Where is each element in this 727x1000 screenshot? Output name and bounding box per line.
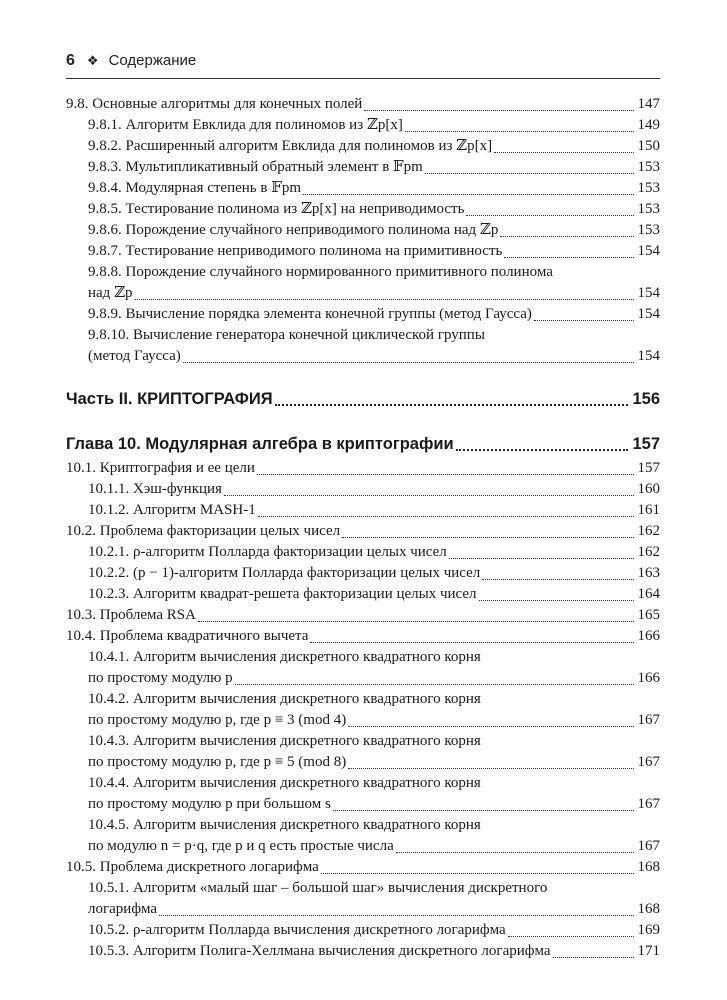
toc-entry-page: 166	[637, 670, 660, 686]
chapter-page: 157	[632, 435, 660, 453]
toc-entry-title: 10.1. Криптография и ее цели	[66, 460, 255, 476]
toc-entry[interactable]	[66, 605, 660, 626]
toc-entry-page: 162	[637, 523, 660, 539]
toc-entry[interactable]	[66, 458, 660, 479]
toc-entry-page: 167	[637, 796, 660, 812]
toc-entry[interactable]	[66, 815, 660, 857]
toc-entry-title: 9.8.3. Мультипликативный обратный элемент в 𝔽pm	[88, 159, 423, 175]
table-of-contents	[66, 94, 660, 962]
dot-leader	[310, 641, 633, 643]
dot-leader	[364, 109, 633, 111]
toc-entry[interactable]	[66, 563, 660, 584]
toc-entry[interactable]	[66, 647, 660, 689]
toc-entry-title-continued: над ℤp	[88, 285, 133, 301]
toc-part-heading[interactable]	[66, 387, 660, 411]
dot-leader	[224, 494, 634, 496]
toc-entry-page: 167	[637, 712, 660, 728]
toc-entry-title: 10.4.1. Алгоритм вычисления дискретного квадратного корня	[88, 649, 481, 665]
toc-entry-page: 153	[637, 222, 660, 238]
toc-entry-page: 166	[637, 628, 660, 644]
toc-entry-page: 154	[637, 285, 660, 301]
dot-leader	[494, 151, 633, 153]
toc-entry-title-continued: по простому модулю p при большом s	[88, 796, 331, 812]
toc-entry-title: 9.8.10. Вычисление генератора конечной циклической группы	[88, 327, 485, 343]
toc-entry-page: 164	[637, 586, 660, 602]
toc-entry[interactable]	[66, 584, 660, 605]
toc-entry-title: 9.8.8. Порождение случайного нормированного примитивного полинома	[88, 264, 553, 280]
section-title: Содержание	[108, 52, 197, 69]
toc-entry-title: 9.8.9. Вычисление порядка элемента конечной группы (метод Гаусса)	[88, 306, 532, 322]
toc-entry-title: 10.3. Проблема RSA	[66, 607, 196, 623]
toc-entry-page: 153	[637, 180, 660, 196]
dot-leader	[479, 599, 634, 601]
dot-leader	[456, 448, 629, 451]
toc-entry-page: 163	[637, 565, 660, 581]
dot-leader	[482, 578, 633, 580]
dot-leader	[348, 725, 633, 727]
toc-group-chapter-10	[66, 458, 660, 962]
toc-entry-title: 10.4.3. Алгоритм вычисления дискретного квадратного корня	[88, 733, 481, 749]
toc-entry-title: 10.4. Проблема квадратичного вычета	[66, 628, 309, 644]
toc-entry-title-continued: по модулю n = p·q, где p и q есть простые числа	[88, 838, 394, 854]
toc-entry-title-continued: (метод Гаусса)	[88, 348, 181, 364]
toc-entry-title: 9.8.6. Порождение случайного неприводимого полинома над ℤp	[88, 222, 499, 238]
dot-leader	[449, 557, 634, 559]
page-number: 6	[66, 52, 75, 69]
toc-entry[interactable]	[66, 521, 660, 542]
toc-entry-title-continued: логарифма	[88, 901, 158, 917]
toc-entry[interactable]	[66, 199, 660, 220]
header-rule	[66, 78, 660, 79]
toc-entry-title: 10.4.2. Алгоритм вычисления дискретного квадратного корня	[88, 691, 481, 707]
dot-leader	[348, 767, 633, 769]
toc-entry-title-continued: по простому модулю p, где p ≡ 5 (mod 8)	[88, 754, 347, 770]
toc-entry-title: 10.4.4. Алгоритм вычисления дискретного квадратного корня	[88, 775, 481, 791]
toc-entry-page: 167	[637, 754, 660, 770]
dot-leader	[508, 935, 634, 937]
dot-leader	[405, 130, 634, 132]
toc-entry-page: 169	[637, 922, 660, 938]
toc-entry[interactable]	[66, 479, 660, 500]
dot-leader	[258, 515, 634, 517]
toc-entry[interactable]	[66, 304, 660, 325]
toc-entry[interactable]	[66, 773, 660, 815]
toc-entry-page: 168	[637, 859, 660, 875]
toc-entry-page: 154	[637, 348, 660, 364]
toc-entry-page: 154	[637, 306, 660, 322]
toc-entry-page: 167	[637, 838, 660, 854]
toc-entry-title: 9.8. Основные алгоритмы для конечных полей	[66, 96, 363, 112]
dot-leader	[504, 256, 633, 258]
dot-leader	[553, 956, 634, 958]
toc-entry-title: 10.5.2. ρ-алгоритм Полларда вычисления дискретного логарифма	[88, 922, 506, 938]
toc-entry-page: 165	[637, 607, 660, 623]
toc-entry-page: 157	[637, 460, 660, 476]
toc-entry[interactable]	[66, 115, 660, 136]
toc-entry-title-continued: по простому модулю p, где p ≡ 3 (mod 4)	[88, 712, 347, 728]
dot-leader	[303, 193, 633, 195]
dot-leader	[235, 683, 634, 685]
toc-entry[interactable]	[66, 731, 660, 773]
dot-leader	[275, 403, 629, 406]
dot-leader	[198, 620, 634, 622]
toc-entry-title-continued: по простому модулю p	[88, 670, 233, 686]
toc-entry[interactable]	[66, 941, 660, 962]
toc-entry[interactable]	[66, 157, 660, 178]
toc-entry-page: 153	[637, 159, 660, 175]
toc-chapter-heading[interactable]	[66, 432, 660, 456]
toc-entry-page: 160	[637, 481, 660, 497]
toc-entry[interactable]	[66, 542, 660, 563]
toc-entry-title: 9.8.4. Модулярная степень в 𝔽pm	[88, 180, 302, 196]
toc-entry[interactable]	[66, 689, 660, 731]
dot-leader	[159, 914, 633, 916]
part-page: 156	[632, 390, 660, 408]
dot-leader	[135, 298, 634, 300]
dot-leader	[257, 473, 634, 475]
toc-entry[interactable]	[66, 262, 660, 304]
dot-leader	[534, 319, 634, 321]
chapter-title: Глава 10. Модулярная алгебра в криптографии	[66, 435, 454, 453]
dot-leader	[396, 851, 634, 853]
toc-entry-title: 10.1.2. Алгоритм MASH-1	[88, 502, 256, 518]
toc-entry[interactable]	[66, 626, 660, 647]
toc-entry-page: 161	[637, 502, 660, 518]
toc-entry-title: 9.8.5. Тестирование полинома из ℤp[x] на неприводимость	[88, 201, 465, 217]
toc-entry[interactable]	[66, 325, 660, 367]
dot-leader	[425, 172, 634, 174]
dot-leader	[500, 235, 633, 237]
dot-leader	[183, 361, 634, 363]
running-header	[66, 52, 660, 80]
toc-entry[interactable]	[66, 500, 660, 521]
dot-leader	[342, 536, 633, 538]
toc-entry-title: 10.2.1. ρ-алгоритм Полларда факторизации целых чисел	[88, 544, 447, 560]
toc-entry[interactable]	[66, 136, 660, 157]
toc-entry-page: 154	[637, 243, 660, 259]
toc-entry[interactable]	[66, 920, 660, 941]
toc-entry[interactable]	[66, 878, 660, 920]
toc-entry-page: 171	[637, 943, 660, 959]
toc-entry-title: 10.5. Проблема дискретного логарифма	[66, 859, 319, 875]
toc-entry-title: 10.5.3. Алгоритм Полига-Хеллмана вычисления дискретного логарифма	[88, 943, 551, 959]
toc-entry-title: 9.8.1. Алгоритм Евклида для полиномов из ℤp[x]	[88, 117, 403, 133]
dot-leader	[321, 872, 634, 874]
toc-entry-title: 10.4.5. Алгоритм вычисления дискретного квадратного корня	[88, 817, 481, 833]
toc-entry-page: 149	[637, 117, 660, 133]
toc-entry[interactable]	[66, 241, 660, 262]
toc-entry-title: 9.8.7. Тестирование неприводимого полинома на примитивность	[88, 243, 503, 259]
toc-entry-page: 147	[637, 96, 660, 112]
toc-entry-page: 153	[637, 201, 660, 217]
toc-entry-title: 10.2.3. Алгоритм квадрат-решета факторизации целых чисел	[88, 586, 477, 602]
toc-entry-title: 9.8.2. Расширенный алгоритм Евклида для полиномов из ℤp[x]	[88, 138, 493, 154]
toc-entry[interactable]	[66, 94, 660, 115]
toc-entry-page: 168	[637, 901, 660, 917]
toc-entry-page: 162	[637, 544, 660, 560]
dot-leader	[333, 809, 634, 811]
toc-entry[interactable]	[66, 857, 660, 878]
diamond-icon: ❖	[86, 53, 99, 68]
toc-entry-title: 10.5.1. Алгоритм «малый шаг – большой шаг» вычисления дискретного	[88, 880, 548, 896]
toc-entry-title: 10.2.2. (p − 1)-алгоритм Полларда факторизации целых чисел	[88, 565, 481, 581]
toc-entry[interactable]	[66, 178, 660, 199]
toc-group-chapter-9	[66, 94, 660, 367]
dot-leader	[466, 214, 633, 216]
toc-entry-page: 150	[637, 138, 660, 154]
toc-entry[interactable]	[66, 220, 660, 241]
toc-entry-title: 10.1.1. Хэш-функция	[88, 481, 222, 497]
toc-entry-title: 10.2. Проблема факторизации целых чисел	[66, 523, 341, 539]
part-title: Часть II. КРИПТОГРАФИЯ	[66, 390, 273, 408]
